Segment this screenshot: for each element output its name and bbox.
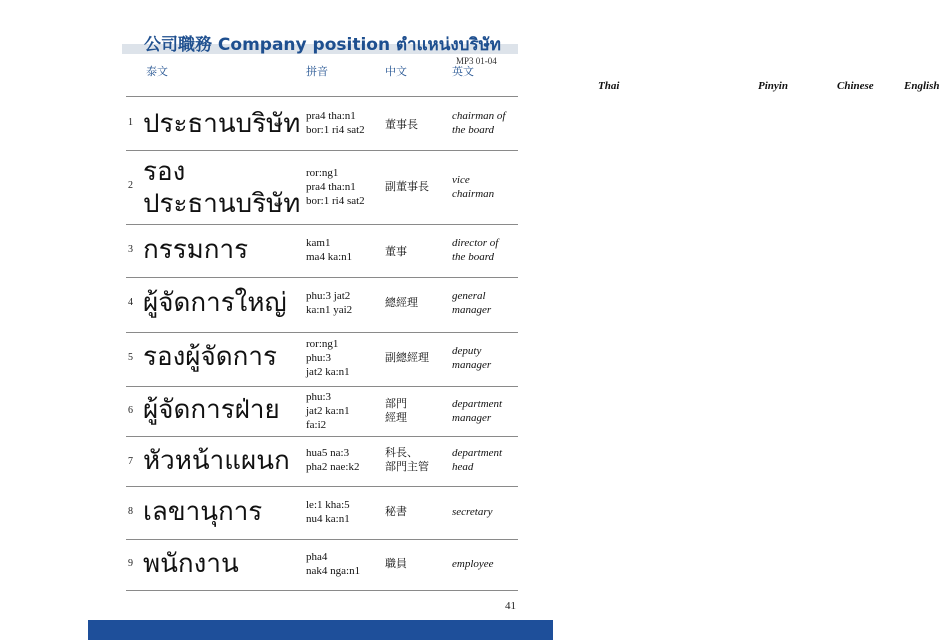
header-english-en: English xyxy=(904,80,939,92)
thai-term: กรรมการ xyxy=(143,235,249,265)
row-divider xyxy=(126,150,518,151)
english-line: vice xyxy=(452,174,470,186)
english-term: secretary xyxy=(452,506,493,518)
pinyin-line: jat2 ka:n1 xyxy=(306,405,350,417)
page-number: 41 xyxy=(505,600,516,612)
english-line: manager xyxy=(452,359,492,371)
thai-term: รองผู้จัดการ xyxy=(143,342,277,372)
pinyin-line: hua5 na:3 xyxy=(306,447,350,459)
audio-track-label: MP3 01-04 xyxy=(456,56,497,66)
pinyin-line: ma4 ka:n1 xyxy=(306,251,353,263)
pinyin-cell xyxy=(306,498,350,526)
row-number: 1 xyxy=(128,117,133,128)
english-line: chairman of xyxy=(452,110,506,122)
english-line: department xyxy=(452,447,503,459)
pinyin-line: ka:n1 yai2 xyxy=(306,304,353,316)
chinese-term: 職員 xyxy=(385,557,407,570)
row-number: 3 xyxy=(128,244,133,255)
pinyin-line: kam1 xyxy=(306,237,331,249)
chinese-term: 秘書 xyxy=(385,505,407,518)
pinyin-line: pha2 nae:k2 xyxy=(306,461,360,473)
pinyin-cell xyxy=(306,446,359,474)
pinyin-line: bor:1 ri4 sat2 xyxy=(306,124,365,136)
english-term: employee xyxy=(452,558,494,570)
thai-term: ผู้จัดการใหญ่ xyxy=(143,288,287,318)
thai-term: เลขานุการ xyxy=(143,497,263,527)
chinese-term: 副總經理 xyxy=(385,351,429,364)
pinyin-line: jat2 ka:n1 xyxy=(306,366,350,378)
pinyin-line: phu:3 jat2 xyxy=(306,290,351,302)
chinese-term: 董事 xyxy=(385,245,407,258)
row-number: 4 xyxy=(128,297,133,308)
english-line: manager xyxy=(452,412,492,424)
chinese-cell xyxy=(385,446,429,474)
english-cell xyxy=(452,289,491,317)
pinyin-line: pra4 tha:n1 xyxy=(306,110,356,122)
thai-line: ประธานบริษัท xyxy=(143,189,301,219)
row-divider xyxy=(126,96,518,97)
chinese-term: 副董事長 xyxy=(385,180,429,193)
row-divider xyxy=(126,436,518,437)
pinyin-cell xyxy=(306,550,360,578)
row-number: 8 xyxy=(128,506,133,517)
english-line: the board xyxy=(452,124,495,136)
table-bottom-rule xyxy=(126,590,518,591)
chinese-line: 部門主管 xyxy=(385,460,429,473)
header-english-zh: 英文 xyxy=(452,66,474,78)
chinese-term: 董事長 xyxy=(385,118,418,131)
english-line: manager xyxy=(452,304,492,316)
pinyin-cell xyxy=(306,166,365,208)
row-divider xyxy=(126,277,518,278)
pinyin-cell xyxy=(306,109,365,137)
pinyin-line: nak4 nga:n1 xyxy=(306,565,361,577)
thai-term: ประธานบริษัท xyxy=(143,109,301,139)
row-divider xyxy=(126,332,518,333)
english-line: general xyxy=(452,290,486,302)
pinyin-line: phu:3 xyxy=(306,352,332,364)
chinese-line: 部門 xyxy=(385,397,407,410)
pinyin-line: ror:ng1 xyxy=(306,338,339,350)
english-cell xyxy=(452,446,502,474)
pinyin-cell xyxy=(306,289,352,317)
pinyin-line: nu4 ka:n1 xyxy=(306,513,350,525)
row-number: 2 xyxy=(128,180,133,191)
pinyin-cell xyxy=(306,236,352,264)
chinese-cell xyxy=(385,397,407,425)
thai-term: ผู้จัดการฝ่าย xyxy=(143,395,280,425)
pinyin-line: bor:1 ri4 sat2 xyxy=(306,195,365,207)
row-number: 5 xyxy=(128,352,133,363)
english-line: the board xyxy=(452,251,495,263)
row-number: 9 xyxy=(128,558,133,569)
english-line: chairman xyxy=(452,188,495,200)
row-divider xyxy=(126,224,518,225)
footer-bar xyxy=(88,620,553,640)
english-cell xyxy=(452,109,505,137)
english-cell xyxy=(452,173,494,201)
header-chinese-en: Chinese xyxy=(837,80,874,92)
pinyin-line: pra4 tha:n1 xyxy=(306,181,356,193)
pinyin-line: ror:ng1 xyxy=(306,167,339,179)
pinyin-line: fa:i2 xyxy=(306,419,327,431)
pinyin-cell xyxy=(306,390,350,432)
english-line: deputy xyxy=(452,345,482,357)
english-cell xyxy=(452,397,502,425)
header-pinyin-zh: 拼音 xyxy=(306,66,328,78)
header-pinyin-en: Pinyin xyxy=(758,80,788,92)
row-divider xyxy=(126,386,518,387)
pinyin-line: le:1 kha:5 xyxy=(306,499,350,511)
thai-term xyxy=(143,156,300,220)
row-divider xyxy=(126,539,518,540)
chinese-line: 經理 xyxy=(385,411,407,424)
thai-term: พนักงาน xyxy=(143,549,239,579)
row-number: 6 xyxy=(128,405,133,416)
header-chinese-zh: 中文 xyxy=(385,66,407,78)
page-title: 公司職務 Company position ตำแหน่งบริษัท xyxy=(144,35,501,55)
chinese-term: 總經理 xyxy=(385,296,418,309)
english-line: director of xyxy=(452,237,499,249)
english-line: department xyxy=(452,398,503,410)
header-thai-en: Thai xyxy=(598,80,620,92)
english-cell xyxy=(452,236,498,264)
header-thai-zh: 泰文 xyxy=(146,66,168,78)
thai-line: รอง xyxy=(143,157,186,187)
pinyin-cell xyxy=(306,337,350,379)
pinyin-line: phu:3 xyxy=(306,391,332,403)
chinese-line: 科長、 xyxy=(385,446,418,459)
thai-term: หัวหน้าแผนก xyxy=(143,446,290,476)
pinyin-line: pha4 xyxy=(306,551,328,563)
row-divider xyxy=(126,486,518,487)
row-number: 7 xyxy=(128,456,133,467)
english-cell xyxy=(452,344,491,372)
english-line: head xyxy=(452,461,474,473)
